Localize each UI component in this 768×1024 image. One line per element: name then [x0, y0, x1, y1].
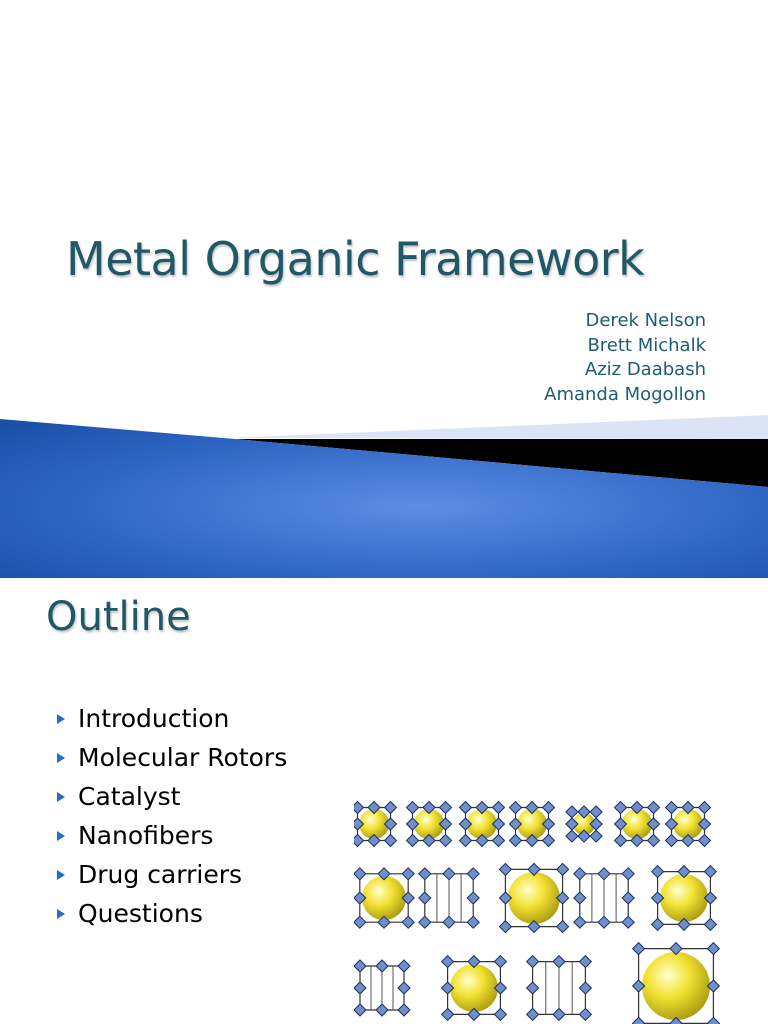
- author-name: Amanda Mogollon: [544, 383, 706, 405]
- author-name: Derek Nelson: [585, 310, 706, 331]
- mof-cell: [419, 868, 479, 928]
- bullet-item: Catalyst: [54, 782, 287, 821]
- bullet-list: [54, 704, 287, 938]
- mof-cell: [633, 943, 720, 1024]
- bullet-arrow-icon: [57, 753, 65, 763]
- mof-cell: [574, 868, 634, 928]
- outline-slide: [0, 578, 768, 1024]
- bullet-arrow-icon: [57, 714, 65, 724]
- bullet-item: Questions: [54, 899, 287, 938]
- decorative-banner: [0, 415, 768, 578]
- mof-cell: [527, 956, 592, 1021]
- bullet-arrow-icon: [57, 792, 65, 802]
- banner-light-stripe: [230, 415, 768, 439]
- bullet-item: Molecular Rotors: [54, 743, 287, 782]
- mof-cell: [407, 802, 452, 847]
- mof-cell: [615, 802, 660, 847]
- bullet-arrow-icon: [57, 870, 65, 880]
- mof-cell: [354, 802, 397, 847]
- bullet-arrow-icon: [57, 909, 65, 919]
- mof-cell: [354, 868, 414, 928]
- mof-cell: [460, 802, 505, 847]
- slide-title: Outline: [46, 594, 191, 640]
- mof-cell: [566, 806, 602, 842]
- author-list: [544, 309, 706, 407]
- author-name: Brett Michalk: [587, 334, 706, 356]
- mof-cell: [666, 802, 711, 847]
- mof-cell: [510, 802, 555, 847]
- bullet-item: Introduction: [54, 704, 287, 743]
- bullet-item: Drug carriers: [54, 860, 287, 899]
- author-name: Aziz Daabash: [584, 359, 706, 380]
- slide-title: Metal Organic Framework: [66, 232, 645, 286]
- bullet-item: Nanofibers: [54, 821, 287, 860]
- mof-cell: [442, 956, 507, 1021]
- bullet-arrow-icon: [57, 831, 65, 841]
- mof-cell: [499, 863, 568, 932]
- mof-cell: [354, 960, 410, 1016]
- mof-cell: [652, 866, 717, 931]
- mof-structures-figure: [354, 798, 724, 1024]
